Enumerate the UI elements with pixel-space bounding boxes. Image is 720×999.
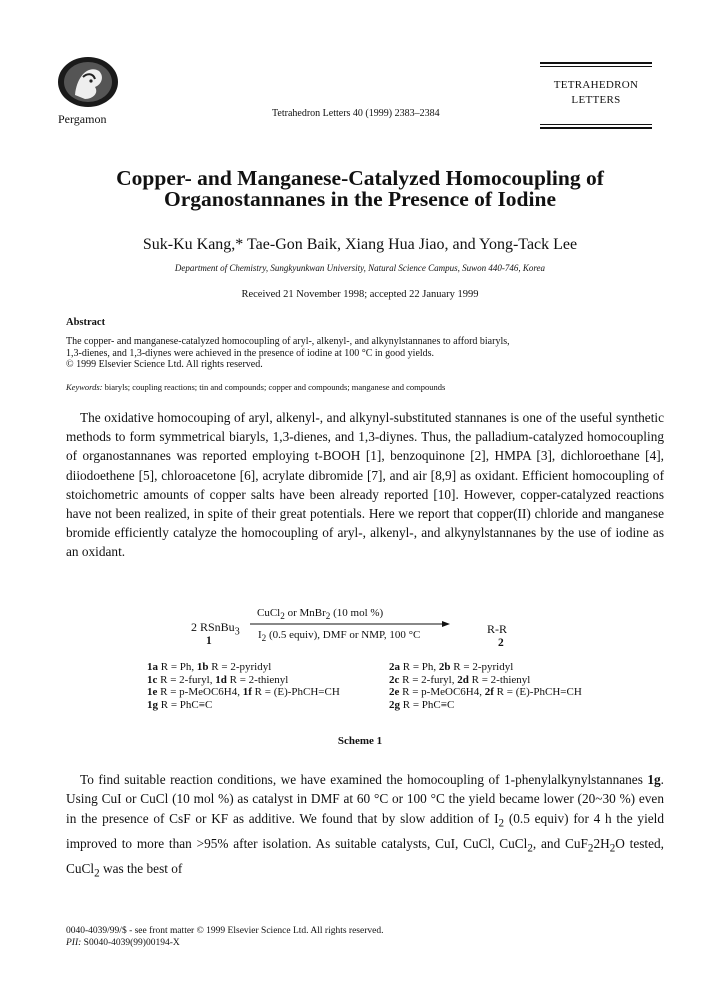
paragraph-text: , and CuF <box>532 835 588 851</box>
compound-def: R = 2-thienyl <box>468 673 531 686</box>
pii-label: PII: <box>66 938 82 948</box>
journal-citation: Tetrahedron Letters 40 (1999) 2383–2384 <box>272 108 440 119</box>
catalyst-text: CuCl <box>257 607 281 619</box>
compound-number: 2f <box>484 686 494 698</box>
compound-number: 2d <box>457 673 469 686</box>
header-rule <box>540 62 652 64</box>
scheme-entry <box>147 661 340 674</box>
article-title <box>60 168 660 210</box>
compound-number: 2b <box>438 661 451 673</box>
reactant-subscript: 3 <box>234 626 240 638</box>
compound-def: R = p-MeOC6H4, <box>399 686 485 698</box>
abstract-copyright: © 1999 Elsevier Science Ltd. All rights reserved. <box>66 359 263 370</box>
reaction-scheme <box>0 607 720 747</box>
compound-number: 1b <box>196 661 209 673</box>
paragraph-text: To find suitable reaction conditions, we have examined the homocoupling of 1-phenylalkynylstannanes <box>80 772 648 787</box>
scheme-entry <box>389 699 582 712</box>
compound-number: 2g <box>389 698 400 711</box>
scheme-entry <box>389 686 582 699</box>
compound-def: R = 2-pyridyl <box>208 661 272 673</box>
compound-number: 1a <box>147 661 158 673</box>
scheme-entry <box>147 699 340 712</box>
title-line: Organostannanes in the Presence of Iodine <box>164 187 556 211</box>
compound-number: 2a <box>389 661 400 673</box>
abstract-line: 1,3-dienes, and 1,3-diynes were achieved in the presence of iodine at 100 °C in good yields. <box>66 347 435 359</box>
header-rule <box>540 127 652 129</box>
conditions-text: (0.5 equiv), DMF or NMP, 100 °C <box>266 629 421 641</box>
scheme-reactant <box>191 620 240 637</box>
catalyst-text: (10 mol %) <box>330 607 384 619</box>
scheme-product-number: 2 <box>498 637 504 649</box>
catalyst-text: or MnBr <box>284 607 326 619</box>
header-rule <box>540 66 652 67</box>
scheme-product-list <box>389 661 582 711</box>
keywords <box>66 382 666 392</box>
subscript: 2 <box>498 817 505 830</box>
pii-value: S0040-4039(99)00194-X <box>81 938 180 948</box>
reaction-arrow <box>250 620 450 628</box>
paragraph-text: was the best of <box>99 860 183 876</box>
subscript: 2 <box>609 842 616 855</box>
keywords-label: Keywords: <box>66 382 103 392</box>
paragraph-text: 2H <box>593 835 610 851</box>
abstract-line: The copper- and manganese-catalyzed homocoupling of aryl-, alkenyl-, and alkynylstannanes to afford biaryls, <box>66 336 510 347</box>
subscript: 2 <box>587 842 594 855</box>
paragraph-text: . Using CuI or CuCl (10 mol %) as catalyst in DMF at 60 °C or 100 °C the yield became lower (20~30 %) even in the presence of CsF or KF as additive. We found that by slow addition of I <box>66 772 664 826</box>
subscript: 2 <box>527 842 533 855</box>
catalyst-subscript: 2 <box>325 611 331 622</box>
journal-name-line: LETTERS <box>571 94 621 106</box>
keywords-list: biaryls; coupling reactions; tin and compounds; copper and compounds; manganese and compounds <box>104 382 446 392</box>
compound-def: R = 2-furyl, <box>157 673 216 686</box>
compound-number: 1c <box>147 673 158 686</box>
compound-def: R = 2-pyridyl <box>450 661 514 673</box>
scheme-conditions <box>258 629 420 643</box>
scheme-entry <box>389 661 582 674</box>
scheme-product: R-R <box>487 622 508 636</box>
compound-def: R = 2-thienyl <box>226 673 289 686</box>
compound-number: 1d <box>215 673 227 686</box>
abstract-body <box>66 336 666 371</box>
scheme-reactant-list <box>147 661 340 711</box>
reactant-formula: 2 RSnBu <box>191 620 235 634</box>
conditions-text: I <box>258 629 262 641</box>
journal-name <box>540 78 652 108</box>
scheme-label: Scheme 1 <box>337 735 383 747</box>
compound-number: 1g <box>147 698 158 711</box>
scheme-entry <box>147 686 340 699</box>
scheme-entry <box>389 674 582 687</box>
compound-number: 2c <box>389 673 400 686</box>
paragraph-text: O tested, CuCl <box>66 835 664 876</box>
compound-def: R = PhC≡C <box>400 698 455 711</box>
compound-def: R = Ph, <box>400 661 439 673</box>
compound-def: R = p-MeOC6H4, <box>157 686 243 698</box>
footer-copyright: 0040-4039/99/$ - see front matter © 1999 Elsevier Science Ltd. All rights reserved. <box>66 926 384 936</box>
title-line: Copper- and Manganese-Catalyzed Homocoupling of <box>116 166 604 190</box>
paragraph-text: (0.5 equiv) for 4 h the yield improved to more than >95% after isolation. As suitable catalysts, CuI, CuCl, CuCl <box>66 810 665 851</box>
header-rule <box>540 124 652 125</box>
compound-def: R = (E)-PhCH=CH <box>251 686 340 698</box>
footer-pii <box>66 937 383 949</box>
scheme-entry <box>147 674 340 687</box>
journal-name-line: TETRAHEDRON <box>553 79 639 91</box>
compound-number: 1g <box>647 772 661 787</box>
scheme-reactant-number: 1 <box>206 635 212 647</box>
compound-def: R = Ph, <box>158 661 197 673</box>
received-dates: Received 21 November 1998; accepted 22 January 1999 <box>241 289 479 300</box>
body-paragraph-2 <box>66 770 664 884</box>
catalyst-subscript: 2 <box>280 611 285 622</box>
footer <box>66 925 383 949</box>
compound-number: 1f <box>242 686 252 698</box>
compound-number: 1e <box>147 686 158 698</box>
compound-number: 2e <box>389 686 400 698</box>
abstract-heading: Abstract <box>66 317 106 328</box>
subscript: 2 <box>94 867 100 880</box>
publisher-logo-image <box>55 55 121 109</box>
compound-def: R = 2-furyl, <box>399 673 458 686</box>
conditions-subscript: 2 <box>261 633 267 644</box>
authors: Suk-Ku Kang,* Tae-Gon Baik, Xiang Hua Jiao, and Yong-Tack Lee <box>142 236 578 253</box>
compound-def: R = (E)-PhCH=CH <box>493 686 582 698</box>
compound-def: R = PhC≡C <box>158 698 213 711</box>
body-paragraph-1: The oxidative homocouping of aryl, alkenyl-, and alkynyl-substituted stannanes is one of the useful synthetic methods to form symmetrical biaryls, 1,3-dienes, and 1,3-diynes. Thus, the palladium-catalyzed homocoupling of organostannanes was reported employing t-BOOH [1], benzoquinone [2], HMPA [3], dichloroethane [4], diiodoethene [5], chloroacetone [6], acrylate dibromide [7], and air [8,9] as oxidant. Efficient homocoupling of stoichometric amounts of copper salts have been already reported [10]. However, copper-catalyzed reactions have not been realized, in spite of their great potentials. Here we report that copper(II) chloride and manganese bromide efficiently catalyze the homocoupling of aryl-, alkenyl-, and alkynylstannanes by the use of iodine as an oxidant. <box>66 410 664 560</box>
publisher-name: Pergamon <box>58 112 107 126</box>
affiliation: Department of Chemistry, Sungkyunkwan University, Natural Science Campus, Suwon 440-746, Korea <box>174 263 546 273</box>
